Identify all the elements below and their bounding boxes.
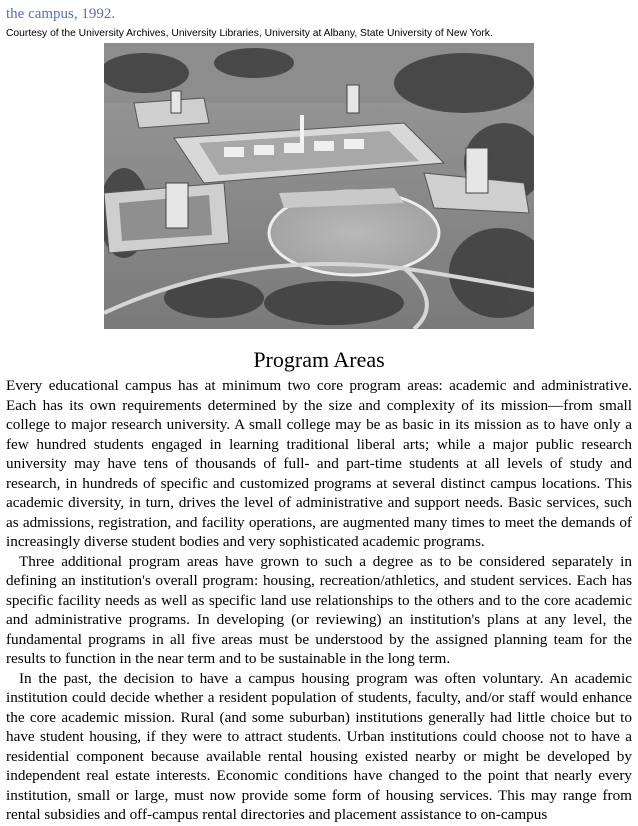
paragraph: Three additional program areas have grown to such a degree as to be considered separately in defining an institution's overall program: housing, recreation/athletics, and student services. Each has specific facility needs as well as specific land use relationships to the others and to the core academic and administrative programs. In developing (or reviewing) an institution's plans at any level, the fundamental programs in all five areas must be understood by the assigned planning team for the results to function in the near term and to be sustainable in the long term.	[6, 552, 632, 667]
section-title: Program Areas	[253, 347, 385, 372]
paragraph: Every educational campus has at minimum two core program areas: academic and administrative. Each has its own requirements determined by the size and complexity of its mission—from small college to major research university. A small college may be as basic in its mission as to have only a few hundred students engaged in learning traditional liberal arts; while a major public research university may have tens of thousands of full- and part-time students at all levels of study and research, in hundreds of specific and customized programs at several distinct campus locations. This academic diversity, in turn, drives the level of administrative and support needs. Basic services, such as admissions, registration, and facility operations, are augmented many times to meet the demands of increasingly diverse student bodies and very sophisticated academic programs.	[6, 377, 632, 550]
section-body	[6, 376, 632, 825]
photo-caption: the campus, 1992.	[6, 6, 116, 22]
aerial-campus-illustration	[104, 43, 534, 329]
aerial-campus-photo	[104, 43, 534, 329]
photo-credit: Courtesy of the University Archives, University Libraries, University at Albany, State University of New York.	[6, 28, 493, 39]
paragraph: In the past, the decision to have a campus housing program was often voluntary. An academic institution could decide whether a resident population of students, faculty, and/or staff would enhance the core academic mission. Rural (and some suburban) institutions generally had little choice but to have student housing, if they were to attract students. Urban institutions could choose not to have a residential component because available rental housing existed nearby or might be developed by independent real estate interests. Economic conditions have changed to the point that nearly every institution, small or large, must now provide some form of housing services. This may range from rental subsidies and off-campus rental directories and placement assistance to on-campus	[6, 669, 632, 823]
